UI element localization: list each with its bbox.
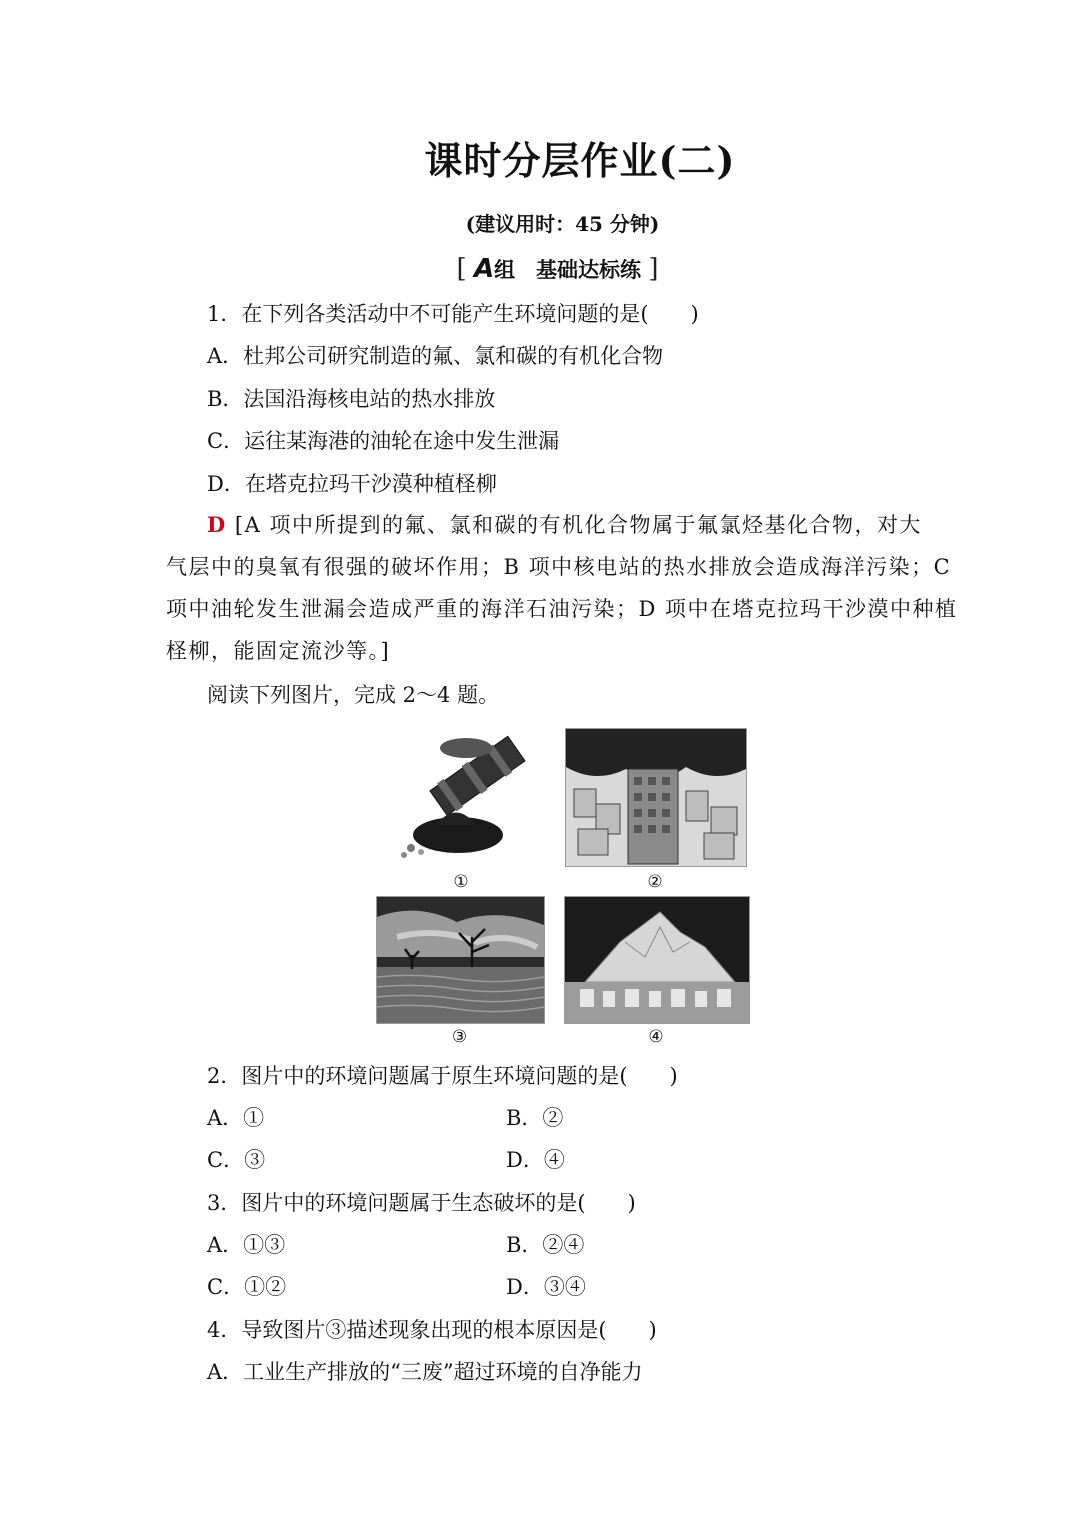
time-note: (建议用时：45 分钟)	[465, 212, 660, 236]
reading-prompt: 阅读下列图片，完成 2～4 题。	[207, 683, 500, 707]
figure-1-sewage-icon	[376, 730, 546, 865]
figure-4-glacier-icon	[564, 896, 750, 1024]
figure-2-caption: ②	[647, 872, 663, 892]
figure-2-city-pollution-icon	[565, 728, 747, 867]
q3-stem: 3．图片中的环境问题属于生态破坏的是( )	[207, 1191, 636, 1215]
q3-option-b: B．②④	[506, 1233, 585, 1257]
q1-answer-key: D	[207, 512, 227, 537]
section-heading	[0, 254, 1080, 284]
q3-option-d: D．③④	[506, 1275, 586, 1299]
q2-stem: 2．图片中的环境问题属于原生环境问题的是( )	[207, 1064, 678, 1088]
figure-3-caption: ③	[451, 1027, 468, 1047]
figure-1-caption: ①	[453, 872, 469, 892]
q4-stem: 4．导致图片③描述现象出现的根本原因是( )	[207, 1318, 657, 1342]
bracket-left: [	[456, 254, 467, 284]
q2-option-a: A．①	[207, 1106, 265, 1130]
figure-3-desert-icon	[376, 896, 545, 1024]
bracket-right: ]	[648, 254, 659, 284]
q3-option-a: A．①③	[207, 1233, 286, 1257]
q1-option-c: C．运往某海港的油轮在途中发生泄漏	[207, 429, 560, 453]
q3-option-c: C．①②	[207, 1275, 287, 1299]
q1-option-b: B．法国沿海核电站的热水排放	[207, 387, 496, 411]
section-label: 组 基础达标练	[494, 257, 642, 282]
q1-explanation-3: 项中油轮发生泄漏会造成严重的海洋石油污染；D 项中在塔克拉玛干沙漠中种植	[166, 597, 958, 621]
figure-4-caption: ④	[648, 1027, 664, 1047]
section-letter: A	[473, 254, 495, 284]
q1-explanation-4: 柽柳，能固定流沙等。]	[166, 639, 391, 663]
q2-option-b: B．②	[506, 1106, 564, 1130]
q1-stem: 1．在下列各类活动中不可能产生环境问题的是( )	[207, 302, 699, 326]
q2-option-c: C．③	[207, 1148, 266, 1172]
q4-option-a: A．工业生产排放的“三废”超过环境的自净能力	[207, 1360, 643, 1384]
q1-option-d: D．在塔克拉玛干沙漠种植柽柳	[207, 472, 497, 496]
q1-explanation-1: [A 项中所提到的氟、氯和碳的有机化合物属于氟氯烃基化合物，对大	[234, 513, 922, 537]
q2-option-d: D．④	[506, 1148, 565, 1172]
q1-answer-line-1	[207, 504, 927, 546]
q1-explanation-2: 气层中的臭氧有很强的破坏作用；B 项中核电站的热水排放会造成海洋污染；C	[166, 555, 952, 579]
page-title: 课时分层作业(二)	[424, 138, 736, 183]
q1-option-a: A．杜邦公司研究制造的氟、氯和碳的有机化合物	[207, 344, 664, 368]
